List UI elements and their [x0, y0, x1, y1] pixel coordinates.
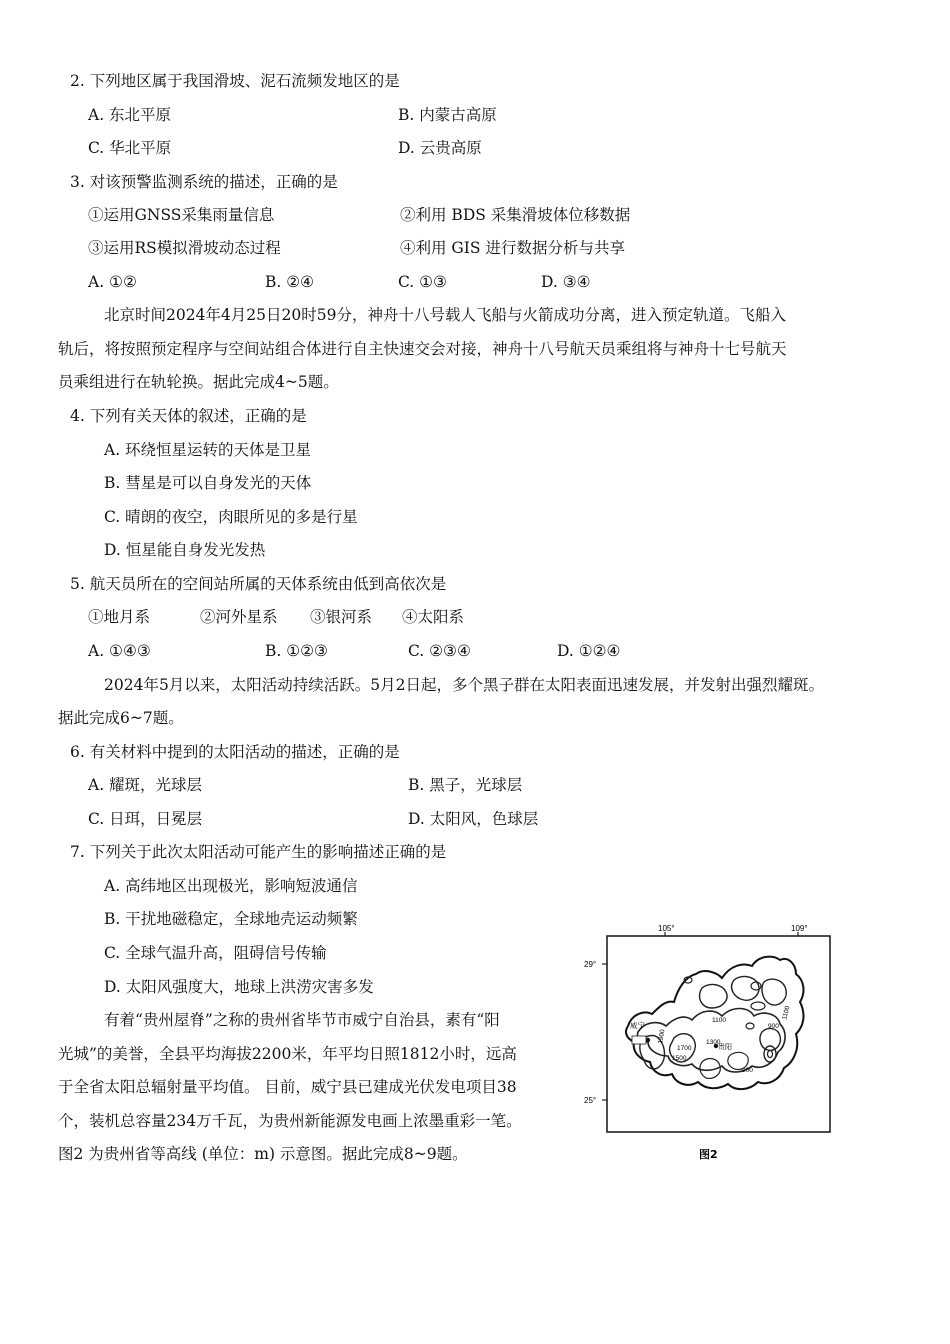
passage3-line1: 有着“贵州屋脊”之称的贵州省毕节市威宁自治县，素有“阳 — [104, 1011, 500, 1029]
lat-label-bottom: 25° — [584, 1096, 597, 1105]
q4-option-b: B. 彗星是可以自身发光的天体 — [104, 474, 312, 492]
q5-option-d: D. ①②④ — [557, 642, 621, 660]
q5-option-b: B. ①②③ — [265, 642, 328, 660]
q2-option-d: D. 云贵高原 — [398, 139, 482, 157]
q2-option-b: B. 内蒙古高原 — [398, 106, 497, 124]
q5-statement-3: ③银河系 — [310, 608, 373, 626]
contour-label-1100: 1100 — [712, 1017, 726, 1024]
lat-label-top: 29° — [584, 960, 597, 969]
q3-statement-4: ④利用 GIS 进行数据分析与共享 — [400, 239, 625, 257]
q6-option-c: C. 日珥，日冕层 — [88, 810, 203, 828]
q6-option-a: A. 耀斑，光球层 — [88, 776, 203, 794]
q6-stem: 6. 有关材料中提到的太阳活动的描述，正确的是 — [70, 743, 400, 761]
contour-line — [760, 1029, 780, 1051]
contour-label-1500: 1500 — [672, 1055, 687, 1062]
q3-stem: 3. 对该预警监测系统的描述，正确的是 — [70, 173, 338, 191]
passage1-line3: 员乘组进行在轨轮换。据此完成4~5题。 — [58, 373, 339, 391]
contour-label-1900: 1900 — [657, 1028, 667, 1045]
q2-stem: 2. 下列地区属于我国滑坡、泥石流频发地区的是 — [70, 72, 400, 90]
q3-option-a: A. ①② — [88, 273, 137, 291]
q3-statement-3: ③运用RS模拟滑坡动态过程 — [88, 239, 281, 257]
passage1-line1: 北京时间2024年4月25日20时59分，神舟十八号载人飞船与火箭成功分离，进入预定轨道。飞船入 — [104, 306, 786, 324]
q6-option-b: B. 黑子，光球层 — [408, 776, 523, 794]
place-label-guiyang: 贵阳 — [718, 1043, 732, 1051]
q5-option-a: A. ①④③ — [88, 642, 151, 660]
q3-statement-1: ①运用GNSS采集雨量信息 — [88, 206, 275, 224]
contour-line — [700, 985, 727, 1008]
q7-option-c: C. 全球气温升高，阻碍信号传输 — [104, 944, 327, 962]
contour-label-900-b: 900 — [742, 1067, 753, 1074]
passage3-line3: 于全省太阳总辐射量平均值。 目前，威宁县已建成光伏发电项目38 — [58, 1078, 517, 1096]
passage3-line4: 个，装机总容量234万千瓦，为贵州新能源发电画上浓墨重彩一笔。 — [58, 1112, 522, 1130]
contour-line — [762, 979, 786, 1005]
q2-option-c: C. 华北平原 — [88, 139, 172, 157]
lon-label-left: 105° — [658, 924, 675, 933]
contour-label-1300: 1300 — [706, 1039, 721, 1046]
lon-label-right: 109° — [791, 924, 808, 933]
q5-stem: 5. 航天员所在的空间站所属的天体系统由低到高依次是 — [70, 575, 447, 593]
q7-option-d: D. 太阳风强度大，地球上洪涝灾害多发 — [104, 978, 374, 996]
q3-statement-2: ②利用 BDS 采集滑坡体位移数据 — [400, 206, 631, 224]
q6-option-d: D. 太阳风，色球层 — [408, 810, 539, 828]
contour-label-900-a: 900 — [768, 1023, 779, 1030]
q5-statement-2: ②河外星系 — [200, 608, 278, 626]
q3-option-d: D. ③④ — [541, 273, 591, 291]
passage3-line5: 图2 为贵州省等高线 (单位：m) 示意图。据此完成8~9题。 — [58, 1145, 468, 1163]
q5-option-c: C. ②③④ — [408, 642, 471, 660]
passage1-line2: 轨后，将按照预定程序与空间站组合体进行自主快速交会对接，神舟十八号航天员乘组将与神舟十七号航天 — [58, 340, 787, 358]
contour-label-1700: 1700 — [677, 1045, 692, 1052]
place-label-weining: 威宁 — [630, 1021, 645, 1030]
passage2-line1: 2024年5月以来，太阳活动持续活跃。5月2日起，多个黑子群在太阳表面迅速发展，并发射出强烈耀斑。 — [104, 676, 825, 694]
passage2-line2: 据此完成6~7题。 — [58, 709, 184, 727]
q2-option-a: A. 东北平原 — [88, 106, 172, 124]
q3-option-c: C. ①③ — [398, 273, 447, 291]
q7-stem: 7. 下列关于此次太阳活动可能产生的影响描述正确的是 — [70, 843, 447, 861]
contour-label-1100-b: 1100 — [781, 1005, 792, 1021]
q3-option-b: B. ②④ — [265, 273, 315, 291]
q5-statement-4: ④太阳系 — [402, 608, 465, 626]
q4-option-a: A. 环绕恒星运转的天体是卫星 — [104, 441, 312, 459]
q4-option-d: D. 恒星能自身发光发热 — [104, 541, 266, 559]
q5-statement-1: ①地月系 — [88, 608, 151, 626]
contour-line — [732, 977, 759, 1001]
passage3-line2: 光城”的美誉，全县平均海拔2200米，年平均日照1812小时，远高 — [58, 1045, 517, 1063]
figure-caption: 图2 — [699, 1148, 718, 1161]
q7-option-a: A. 高纬地区出现极光，影响短波通信 — [104, 877, 358, 895]
q7-option-b: B. 干扰地磁稳定，全球地壳运动频繁 — [104, 910, 358, 928]
guizhou-contour-map — [582, 922, 840, 1172]
q4-option-c: C. 晴朗的夜空，肉眼所见的多是行星 — [104, 508, 358, 526]
q4-stem: 4. 下列有关天体的叙述，正确的是 — [70, 407, 307, 425]
